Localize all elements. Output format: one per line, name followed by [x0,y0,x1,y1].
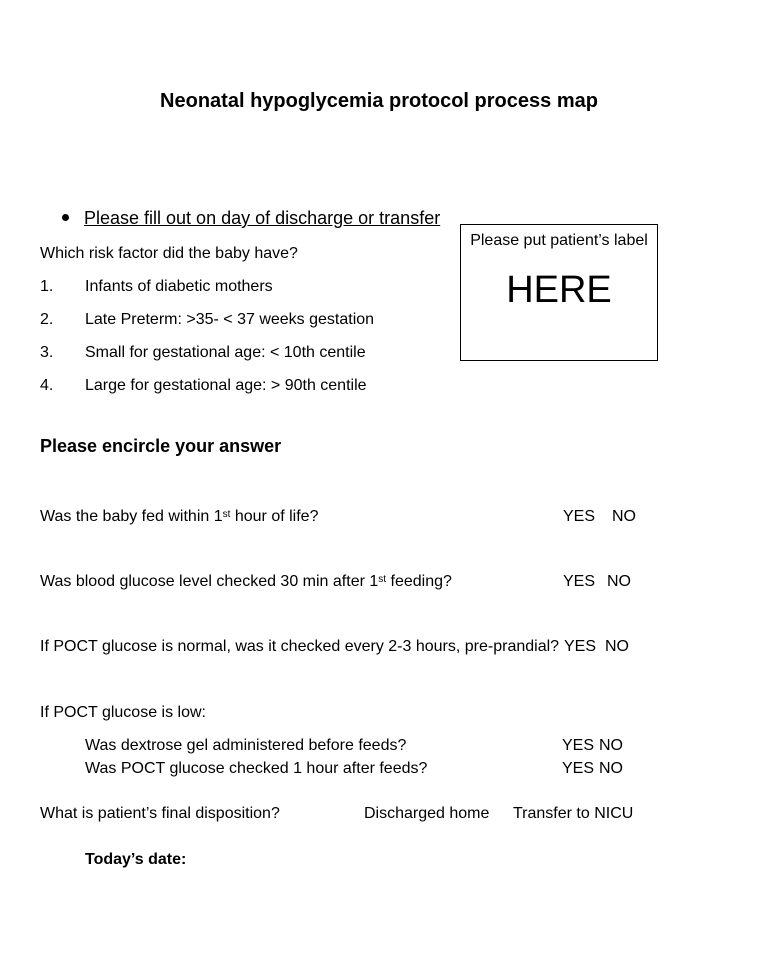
answer-yes[interactable]: YES [564,638,597,655]
answer-no[interactable]: NO [607,573,631,590]
disposition-question: What is patient’s final disposition? [40,805,280,822]
question-glucose-low: If POCT glucose is low: [40,704,206,721]
label-box-placeholder: HERE [506,269,612,311]
question-dextrose-gel: Was dextrose gel administered before feeds? [85,737,407,754]
option-discharged-home[interactable]: Discharged home [364,805,490,822]
question-glucose-normal: If POCT glucose is normal, was it checked every 2-3 hours, pre-prandial? [40,638,560,655]
risk-factor-number: 3. [40,344,54,361]
risk-factor-number: 4. [40,377,54,394]
option-transfer-nicu[interactable]: Transfer to NICU [513,805,634,822]
risk-question: Which risk factor did the baby have? [40,245,298,262]
risk-factor-text: Large for gestational age: > 90th centile [85,377,367,394]
risk-factor-number: 2. [40,311,54,328]
instruction-line [62,208,440,229]
answer-no[interactable]: NO [605,638,629,655]
encircle-heading: Please encircle your answer [40,436,282,456]
answer-yes[interactable]: YES [563,508,596,525]
bullet-icon [62,214,69,221]
answer-no[interactable]: NO [612,508,636,525]
question-poct-after-feeds: Was POCT glucose checked 1 hour after feeds? [85,760,428,777]
document-title: Neonatal hypoglycemia protocol process map [160,90,598,112]
question-fed-first-hour: Was the baby fed within 1st hour of life? [40,508,319,525]
patient-label-box [460,224,658,361]
instruction-text: Please fill out on day of discharge or transfer [84,208,441,228]
answer-yes[interactable]: YES [562,737,595,754]
risk-factor-number: 1. [40,278,54,295]
answer-no[interactable]: NO [599,760,623,777]
todays-date-label: Today’s date: [85,851,187,868]
risk-factor-text: Late Preterm: >35- < 37 weeks gestation [85,311,375,328]
question-glucose-after-feeding: Was blood glucose level checked 30 min after 1st feeding? [40,573,452,590]
risk-factor-text: Small for gestational age: < 10th centile [85,344,366,361]
label-box-text: Please put patient’s label [470,232,648,249]
risk-factor-text: Infants of diabetic mothers [85,278,273,295]
answer-yes[interactable]: YES [562,760,595,777]
answer-yes[interactable]: YES [563,573,596,590]
answer-no[interactable]: NO [599,737,623,754]
